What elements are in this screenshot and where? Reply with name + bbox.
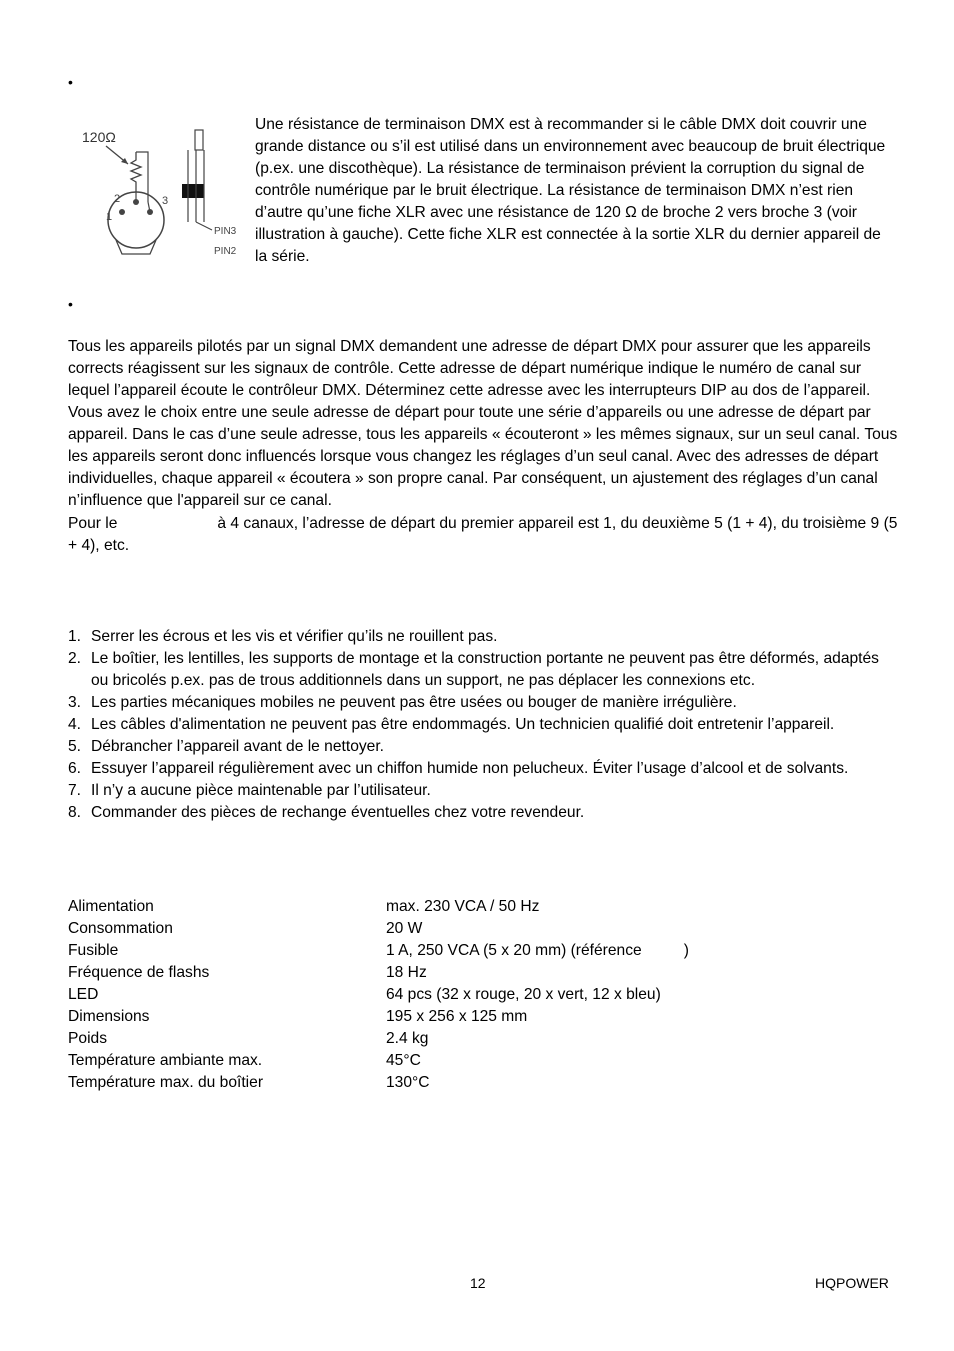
spec-label: LED bbox=[68, 986, 99, 1003]
list-item bbox=[68, 736, 888, 758]
spec-value: 45°C bbox=[386, 1052, 421, 1069]
maintenance-list bbox=[68, 626, 888, 824]
list-item bbox=[68, 714, 888, 736]
spec-value: 195 x 256 x 125 mm bbox=[386, 1008, 528, 1025]
table-row bbox=[68, 1006, 689, 1028]
spec-label: Consommation bbox=[68, 920, 173, 937]
spec-label: Température max. du boîtier bbox=[68, 1074, 264, 1091]
spec-value-fuse bbox=[386, 940, 689, 962]
list-item bbox=[68, 692, 888, 714]
list-item-text: Les câbles d'alimentation ne peuvent pas être endommagés. Un technicien qualifié doit entretenir l’appareil. bbox=[91, 716, 835, 733]
pin-number-3: 3 bbox=[162, 195, 169, 207]
spec-label: Dimensions bbox=[68, 1008, 150, 1025]
list-item-text: Les parties mécaniques mobiles ne peuvent pas être usées ou bouger de manière irrégulière. bbox=[91, 694, 737, 711]
list-item-text: Débrancher l’appareil avant de le nettoyer. bbox=[91, 738, 384, 755]
brand-footer: HQPOWER bbox=[815, 1275, 889, 1291]
list-item bbox=[68, 626, 888, 648]
list-item bbox=[68, 780, 888, 802]
specs-table bbox=[68, 896, 689, 1094]
spec-value: 64 pcs (32 x rouge, 20 x vert, 12 x bleu) bbox=[386, 986, 661, 1003]
pin2-label: PIN2 bbox=[214, 246, 237, 257]
termination-paragraph: Une résistance de terminaison DMX est à recommander si le câble DMX doit couvrir une grande distance ou s’il est utilisé dans un environnement avec beaucoup de bruit électrique (p.ex. une discothèque). La résistance de terminaison prévient la corruption du signal de contrôle numérique par le bruit électrique. La résistance de terminaison DMX n’est rien d’autre qu’une fiche XLR avec une résistance de 120 Ω de broche 2 vers broche 3 (voir illustration à gauche). Cette fiche XLR est connectée à la sortie XLR du dernier appareil de la série. bbox=[255, 116, 886, 265]
table-row bbox=[68, 940, 689, 962]
xlr-termination-figure bbox=[76, 122, 246, 272]
spec-label: Température ambiante max. bbox=[68, 1052, 263, 1069]
bullet-marker: • bbox=[68, 74, 73, 90]
list-item bbox=[68, 802, 888, 824]
addressing-paragraph: Tous les appareils pilotés par un signal DMX demandent une adresse de départ DMX pour assurer que les appareils corrects réagissent sur les signaux de contrôle. Cette adresse de départ numérique indique le numéro de canal sur lequel l’appareil écoute le contrôleur DMX. Déterminez cette adresse avec les interrupteurs DIP au dos de l’appareil. Vous avez le choix entre une seule adresse de départ pour toute une série d’appareils ou une adresse de départ par appareil. Dans le cas d’une seule adresse, tous les appareils « écouteront » les mêmes signaux, sur un seul canal. Tous les appareils seront donc influencés lorsque vous changez les réglages d’un seul canal. Avec des adresses de départ individuelles, chaque appareil « écoutera » son propre canal. Par conséquent, un ajustement des réglages d’un canal n’influence que l'appareil sur ce canal. bbox=[68, 338, 898, 509]
spec-value: 130°C bbox=[386, 1074, 430, 1091]
addressing-example bbox=[68, 513, 898, 557]
resistor-label: 120Ω bbox=[82, 129, 116, 145]
example-rest: à 4 canaux, l’adresse de départ du premier appareil est 1, du deuxième 5 (1 + 4), du troisième 9 (5 + 4), etc. bbox=[68, 515, 898, 554]
spec-label: Fréquence de flashs bbox=[68, 964, 210, 981]
spec-value: max. 230 VCA / 50 Hz bbox=[386, 898, 540, 915]
table-row bbox=[68, 984, 689, 1006]
pin3-label: PIN3 bbox=[214, 226, 237, 237]
table-row bbox=[68, 1050, 689, 1072]
list-item-text: Il n’y a aucune pièce maintenable par l’utilisateur. bbox=[91, 782, 431, 799]
list-item-text: Commander des pièces de rechange éventuelles chez votre revendeur. bbox=[91, 804, 585, 821]
list-item-number: 4. bbox=[68, 716, 82, 733]
spec-label: Fusible bbox=[68, 942, 119, 959]
pin-number-1: 1 bbox=[106, 211, 113, 223]
list-item-number: 5. bbox=[68, 738, 82, 755]
spec-value: 20 W bbox=[386, 920, 423, 937]
list-item-text: Le boîtier, les lentilles, les supports de montage et la construction portante ne peuvent pas être déformés, adaptés ou bricolés p.ex. pas de trous additionnels dans un support, ne pas déplacer les connexions etc. bbox=[91, 650, 879, 689]
list-item bbox=[68, 758, 888, 780]
list-item-text: Serrer les écrous et les vis et vérifier qu’ils ne rouillent pas. bbox=[91, 628, 498, 645]
spec-label: Alimentation bbox=[68, 898, 154, 915]
spec-value: 1 A, 250 VCA (5 x 20 mm) (référence bbox=[386, 942, 642, 959]
xlr-plug-drawing bbox=[76, 122, 246, 272]
bullet-marker: • bbox=[68, 296, 73, 312]
list-item-number: 2. bbox=[68, 650, 82, 667]
page-number: 12 bbox=[470, 1275, 486, 1291]
list-item-number: 1. bbox=[68, 628, 82, 645]
spec-value-suffix: ) bbox=[683, 942, 689, 959]
table-row bbox=[68, 896, 689, 918]
list-item-number: 7. bbox=[68, 782, 82, 799]
list-item bbox=[68, 648, 888, 692]
table-row bbox=[68, 962, 689, 984]
example-prefix: Pour le bbox=[68, 515, 118, 532]
list-item-text: Essuyer l’appareil régulièrement avec un chiffon humide non pelucheux. Éviter l’usage d’alcool et de solvants. bbox=[91, 760, 849, 777]
table-row bbox=[68, 918, 689, 940]
pin-number-2: 2 bbox=[114, 193, 121, 205]
spec-value: 2.4 kg bbox=[386, 1030, 429, 1047]
spec-value: 18 Hz bbox=[386, 964, 427, 981]
list-item-number: 8. bbox=[68, 804, 82, 821]
list-item-number: 3. bbox=[68, 694, 82, 711]
table-row bbox=[68, 1028, 689, 1050]
list-item-number: 6. bbox=[68, 760, 82, 777]
table-row bbox=[68, 1072, 689, 1094]
spec-label: Poids bbox=[68, 1030, 108, 1047]
